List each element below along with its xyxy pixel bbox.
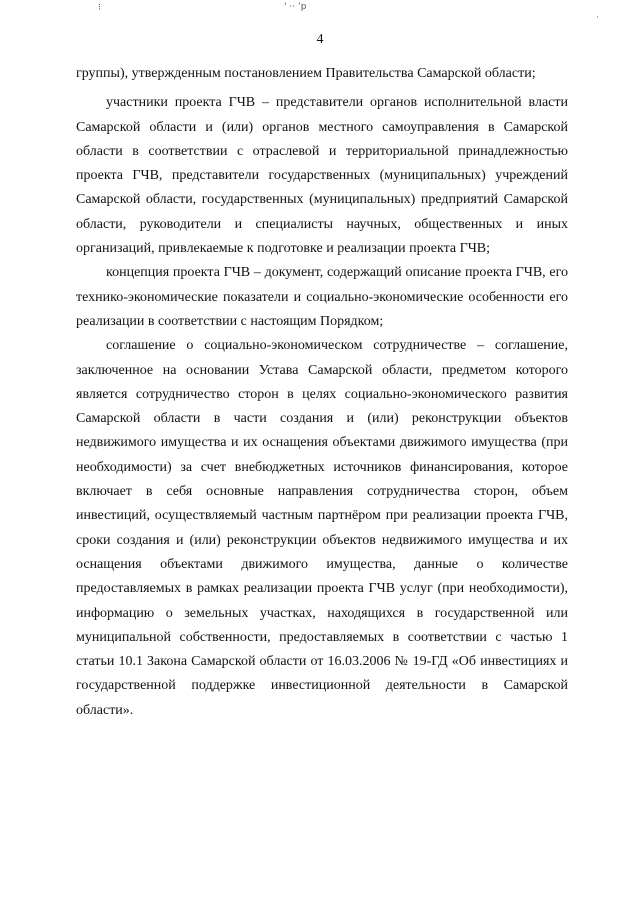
page-number: 4 xyxy=(316,32,324,47)
paragraph-definition-agreement: соглашение о социально-экономическом сотрудничестве – соглашение, заключенное на основании Устава Самарской области, предметом которого является сотрудничество сторон в целях социально-экономического развития Самарской области в части создания и (или) реконструкции объектов недвижимого имущества и их оснащения объектами движимого имущества (при необходимости) за счет внебюджетных источников финансирования, которое включает в себя основные направления сотрудничества сторон, объем инвестиций, осуществляемый частным партнёром при реализации проекта ГЧВ, сроки создания и (или) реконструкции объектов недвижимого имущества и их оснащения объектами движимого имущества, данные о количестве предоставляемых в рамках реализации проекта ГЧВ услуг (при необходимости), информацию о земельных участках, находящихся в государственной или муниципальной собственности, предоставляемых в соответствии с частью 1 статьи 10.1 Закона Самарской области от 16.03.2006 № 19-ГД «Об инвестициях и государственной поддержке инвестиционной деятельности в Самарской области». xyxy=(76,338,568,718)
scan-artifact-mark: · xyxy=(596,13,599,23)
scan-artifact-mark: ⁝ xyxy=(98,3,101,13)
paragraph-continued: группы), утвержденным постановлением Правительства Самарской области; xyxy=(76,66,536,81)
paragraph-definition-concept: концепция проекта ГЧВ – документ, содержащий описание проекта ГЧВ, его технико-экономические показатели и социально-экономические особенности его реализации в соответствии с настоящим Порядком; xyxy=(76,265,568,329)
paragraph-definition-participants: участники проекта ГЧВ – представители органов исполнительной власти Самарской области и (или) органов местного самоуправления в Самарской области в соответствии с отраслевой и территориальной принадлежностью проекта ГЧВ, представители государственных (муниципальных) учреждений Самарской области, государственных (муниципальных) предприятий Самарской области, руководители и специалисты научных, общественных и иных организаций, привлекаемые к подготовке и реализации проекта ГЧВ; xyxy=(76,95,568,257)
scan-artifact-mark: ' ·· ʼp xyxy=(284,2,307,12)
document-body xyxy=(76,62,568,723)
